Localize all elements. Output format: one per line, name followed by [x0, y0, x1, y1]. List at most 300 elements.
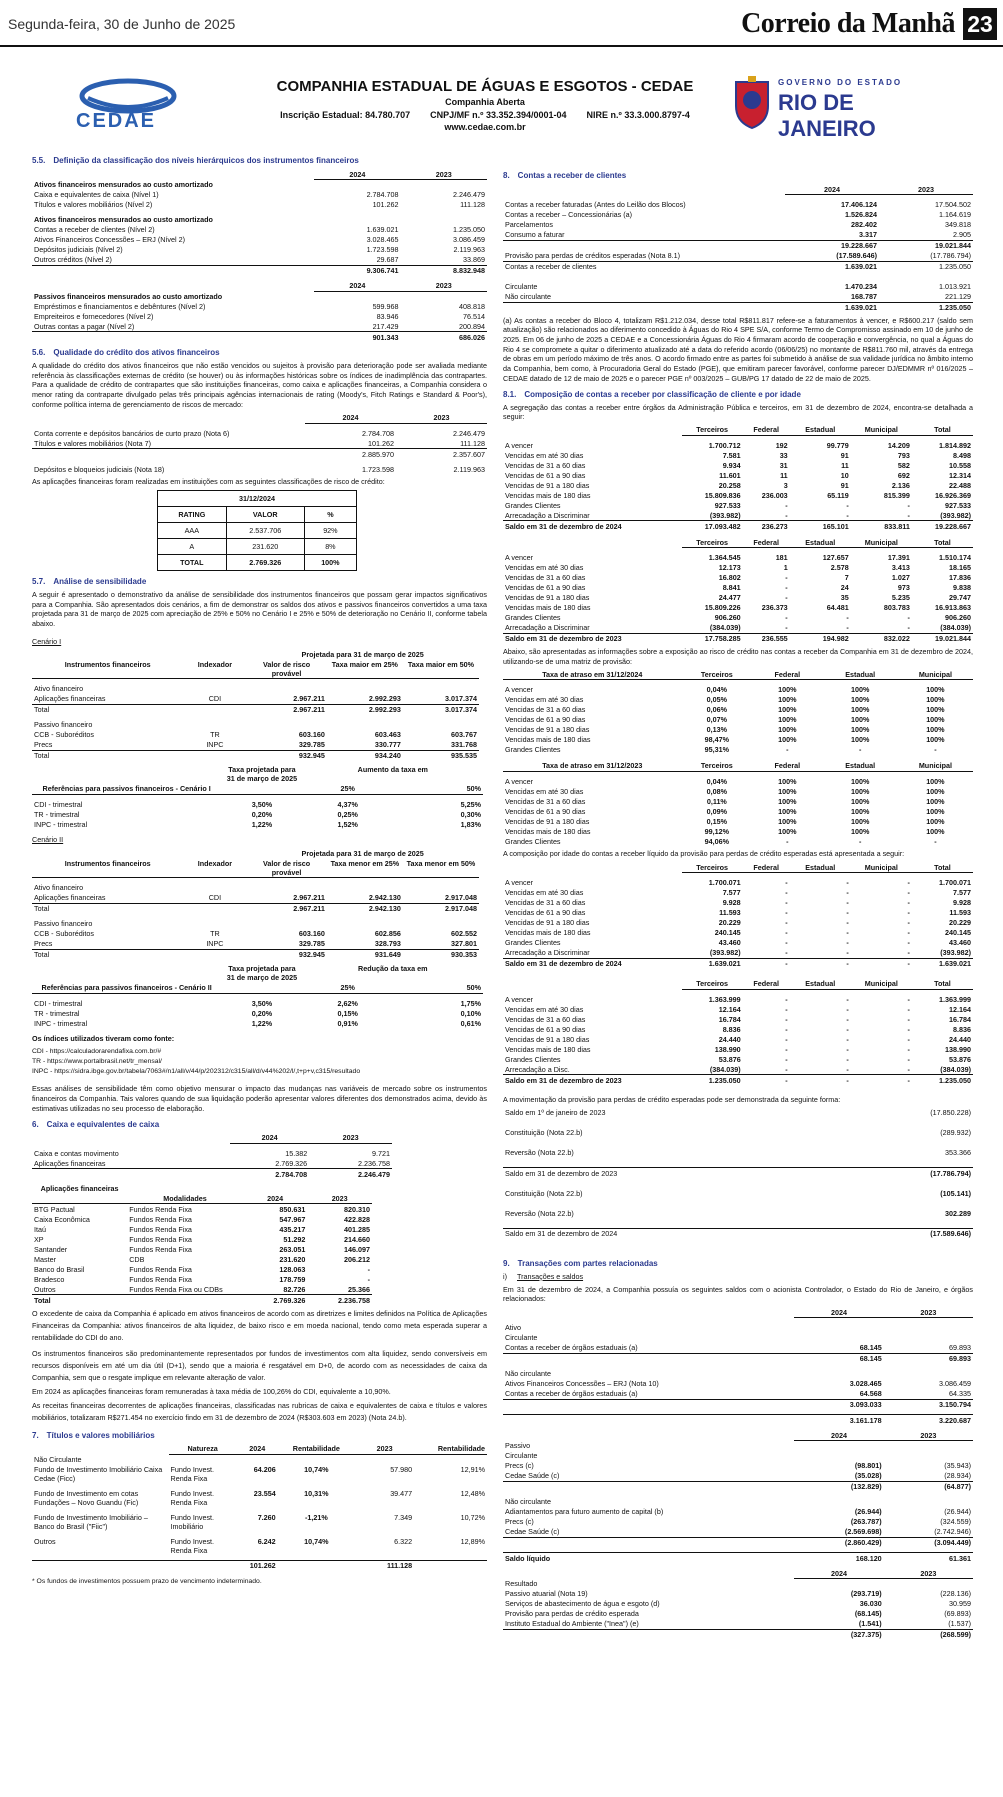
table-cell: 2024: [794, 1568, 883, 1579]
table-cell: Terceiros: [682, 862, 743, 873]
table-cell: (327.375): [794, 1629, 883, 1640]
table-cell: INPC - trimestral: [34, 1018, 88, 1028]
table-cell: 61.361: [884, 1553, 973, 1564]
table-cell: Vencidas de 31 a 60 dias: [505, 796, 586, 806]
table-cell: 19.021.844: [879, 240, 973, 251]
table-cell: [183, 848, 246, 858]
table-cell: Não circulante: [505, 1497, 551, 1506]
table-row: [32, 1018, 487, 1028]
table-cell: (68.145): [854, 1609, 882, 1618]
table-row: [503, 633, 973, 644]
table-cell: 3.086.459: [939, 1379, 971, 1388]
table-cell: 692: [897, 470, 910, 480]
table-cell: -: [846, 938, 849, 948]
table-cell: Fundos Renda Fixa: [129, 1274, 192, 1284]
table-cell: 99.779: [826, 440, 849, 450]
table-cell: 9.838: [953, 583, 971, 593]
table-cell: (324.559): [940, 1517, 971, 1526]
table-cell: 8.836: [953, 1024, 971, 1034]
table-row: [32, 180, 487, 190]
table-row: [503, 1168, 973, 1179]
table-cell: -: [846, 613, 849, 623]
table-cell: Fundo Invest. Renda Fixa: [170, 1536, 215, 1555]
table-cell: 231.620: [279, 1254, 306, 1264]
table-row: [503, 1461, 973, 1471]
table-cell: (28.934): [944, 1471, 971, 1480]
table-row: [32, 1204, 372, 1215]
table-cell: 4,37%: [337, 799, 358, 809]
table-row: [503, 1517, 973, 1527]
table-cell: Projetada para 31 de março de 2025: [301, 649, 424, 659]
table-cell: [32, 265, 314, 276]
table-cell: Títulos e valores mobiliários (Nota 7): [34, 438, 152, 448]
table-cell: Ativos Financeiros Concessões – ERJ (Nível 2): [34, 235, 185, 244]
table-cell: Federal: [752, 761, 823, 772]
table-cell: 18.165: [949, 563, 971, 573]
table-cell: [327, 919, 403, 929]
table-cell: 138.990: [945, 1044, 971, 1054]
ie-number: Inscrição Estadual: 84.780.707: [280, 110, 411, 120]
table-cell: Caixa Econômica: [34, 1214, 90, 1224]
table-cell: Saldo em 31 de dezembro de 2023: [503, 633, 682, 644]
table-row: [503, 1497, 973, 1507]
table-cell: 330.777: [374, 740, 401, 750]
table-cell: [884, 1441, 973, 1451]
table-cell: Vencidas de 31 a 60 dias: [505, 573, 586, 583]
table-cell: 793: [897, 450, 910, 460]
table-row: [32, 1169, 392, 1180]
table-cell: Vencidas em até 30 dias: [505, 695, 584, 705]
table-cell: Ativo: [505, 1323, 521, 1332]
table-cell: 7.577: [953, 888, 971, 898]
table-cell: 91: [840, 450, 849, 460]
table-cell: [237, 1454, 278, 1464]
table-cell: Master: [34, 1254, 56, 1264]
table-cell: A vencer: [505, 994, 533, 1004]
table-cell: 236.555: [743, 633, 790, 644]
table-cell: Constituição (Nota 22.b): [505, 1188, 583, 1198]
table-cell: 17.836: [949, 573, 971, 583]
table-cell: 100%: [926, 806, 945, 816]
table-cell: (393.982): [940, 510, 971, 520]
table-row: [32, 428, 487, 438]
table-cell: [414, 1454, 487, 1464]
table-cell: 16.926.369: [935, 490, 971, 500]
table-cell: [884, 1497, 973, 1507]
table-cell: 236.273: [743, 521, 790, 532]
table-row: [503, 806, 973, 816]
aging-2024-table: [503, 425, 973, 532]
table-row: [503, 1430, 973, 1441]
table-cell: Fundo Invest. Renda Fixa: [170, 1464, 215, 1483]
table-cell: [127, 1183, 243, 1193]
table-cell: 100%: [926, 715, 945, 725]
table-row: [503, 500, 973, 510]
table-cell: (69.893): [944, 1609, 971, 1618]
table-cell: Vencidas de 31 a 60 dias: [505, 705, 586, 715]
table-row: [158, 506, 357, 522]
table-cell: Valor de risco provável: [246, 659, 326, 679]
table-cell: 0,25%: [337, 809, 358, 819]
table-cell: 1.700.071: [708, 878, 741, 888]
table-cell: -: [785, 908, 788, 918]
table-cell: 2.784.708: [366, 190, 399, 199]
table-cell: [221, 784, 302, 795]
table-cell: 2.119.963: [453, 245, 485, 254]
table-cell: [327, 720, 403, 730]
table-cell: (1.541): [858, 1619, 882, 1628]
table-cell: 20.258: [718, 480, 741, 490]
table-cell: 0,08%: [706, 786, 728, 796]
sensitivity-note: Essas análises de sensibilidade têm como objetivo mensurar o impacto das mudanças nas variáveis de mercado sobre os instrumentos financeiros da Companhia. Tais valores quando de sua liquidação poderão apresentar valores diferentes dos demonstrados acima, devido às estimativas utilizadas no seu processo de elaboração.: [32, 1084, 487, 1113]
table-cell: -: [785, 613, 788, 623]
table-cell: Fundos Renda Fixa: [129, 1264, 192, 1274]
table-cell: [503, 1481, 794, 1492]
table-cell: [414, 1560, 487, 1571]
table-cell: -: [785, 928, 788, 938]
table-cell: [32, 649, 183, 659]
table-row: [503, 948, 973, 959]
table-cell: 100%: [778, 796, 797, 806]
table-cell: 33: [779, 450, 788, 460]
table-cell: Instrumentos financeiros: [32, 659, 183, 679]
table-row: [503, 745, 973, 755]
table-row: [32, 190, 487, 200]
table-cell: -: [846, 948, 849, 958]
table-row: [503, 1451, 973, 1461]
table-cell: 43.460: [949, 938, 971, 948]
table-cell: Total: [32, 903, 183, 914]
table-cell: Total: [912, 425, 973, 436]
table-cell: 2.992.293: [327, 704, 403, 715]
table-cell: (17.786.794): [879, 251, 973, 262]
table-cell: Fundos Renda Fixa: [129, 1224, 192, 1234]
table-cell: Saldo em 31 de dezembro de 2024: [503, 958, 682, 969]
source-cdi: CDI - https://calculadorarendafixa.com.br/#: [32, 1047, 162, 1055]
table-row: [32, 225, 487, 235]
provision-movement-text: A movimentação da provisão para perdas de crédito esperadas pode ser demonstrada da seguinte forma:: [503, 1095, 841, 1105]
cash-text-2: Os instrumentos financeiros são predominantemente representados por fundos de investimentos com alta liquidez, sendo conversíveis em recursos disponíveis em até um dia útil (D+1), sendo que a maioria é resgatável em D+0, de acordo com as necessidades de caixa da Companhia, sem que o resgate implique em relevante alteração de valor.: [32, 1348, 487, 1383]
table-cell: 2.357.607: [396, 449, 487, 460]
table-cell: Estadual: [790, 862, 851, 873]
table-cell: Vencidas de 31 a 60 dias: [505, 460, 586, 470]
table-cell: 2.905: [953, 230, 971, 239]
table-cell: 8.841: [722, 583, 741, 593]
table-row: [503, 786, 973, 796]
table-cell: [884, 1369, 973, 1379]
table-cell: [327, 883, 403, 893]
table-cell: VALOR: [226, 506, 304, 522]
table-cell: 12.314: [949, 470, 971, 480]
table-cell: 128.063: [279, 1264, 306, 1274]
table-row: [503, 908, 973, 918]
table-cell: (393.982): [709, 510, 741, 520]
table-row: [32, 649, 487, 659]
table-cell: (384.039): [940, 1064, 971, 1074]
table-row: [503, 1148, 973, 1158]
table-cell: 2.917.048: [403, 903, 479, 914]
table-cell: -: [846, 928, 849, 938]
table-cell: 901.343: [314, 332, 400, 343]
table-cell: Santander: [34, 1244, 68, 1254]
table-cell: [183, 720, 246, 730]
table-cell: 0,06%: [706, 705, 728, 715]
table-cell: Taxa de atraso em 31/12/2024: [503, 669, 682, 680]
table-cell: Outras contas a pagar (Nível 2): [34, 321, 135, 331]
table-cell: 24.477: [718, 593, 741, 603]
table-cell: -: [785, 1054, 788, 1064]
table-cell: -: [846, 1014, 849, 1024]
table-cell: [127, 1295, 243, 1306]
table-cell: Terceiros: [682, 537, 743, 548]
table-cell: 9.934: [722, 460, 741, 470]
table-cell: Vencidas em até 30 dias: [505, 1004, 584, 1014]
table-cell: Empreiteiros e fornecedores (Nível 2): [34, 311, 154, 321]
table-row: [503, 200, 973, 210]
table-cell: [32, 964, 221, 983]
table-cell: [401, 215, 487, 225]
table-row: [503, 292, 973, 303]
table-cell: 0,15%: [706, 816, 728, 826]
table-cell: -: [846, 1034, 849, 1044]
table-row: [32, 413, 487, 424]
table-cell: 24.440: [718, 1034, 741, 1044]
section-8-title: 8. Contas a receber de clientes: [503, 171, 627, 180]
government-logo: [730, 76, 950, 141]
table-cell: Cedae Saúde (c): [505, 1471, 560, 1480]
table-cell: [794, 1441, 883, 1451]
table-row: [32, 1183, 372, 1193]
table-cell: 100%: [850, 826, 870, 836]
table-cell: (26.944): [854, 1507, 882, 1516]
table-cell: -: [907, 898, 910, 908]
table-cell: [483, 964, 487, 983]
table-cell: 2.885.970: [305, 449, 396, 460]
section-7-title: 7. Títulos e valores mobiliários: [32, 1430, 155, 1440]
table-cell: Fundos Renda Fixa ou CDBs: [129, 1284, 223, 1294]
table-row: [503, 898, 973, 908]
table-cell: 111.128: [460, 438, 485, 448]
table-cell: 935.535: [403, 750, 479, 761]
table-cell: -: [907, 1064, 910, 1074]
table-cell: 2.578: [830, 563, 849, 573]
table-row: [32, 1464, 487, 1483]
table-row: [503, 715, 973, 725]
table-row: [503, 282, 973, 292]
table-cell: Vencidas em até 30 dias: [505, 786, 584, 796]
table-cell: 2023: [884, 1430, 973, 1441]
table-row: [503, 563, 973, 573]
table-row: [32, 1133, 392, 1144]
section-8-1-title: 8.1. Composição de contas a receber por classificação de cliente e por idade: [503, 389, 801, 399]
receivables-note: (a) As contas a receber do Bloco 4, totalizam R$1.212.034, desse total R$811.817 refere-se a faturamentos à vencer, e R$600.217 (saldo sem atualização) são relacionados ao diferimento concedido à Águas do Rio 4 SPE S/A, conforme Termo de Compromisso assinado em 10 de junho de 2025. Em 06 de junho de 2025 a CEDAE e a Concessionária Águas do Rio 4 firmaram acordo de cooperação e convergência, no qual a Águas do Rio 4 se compromete a quitar o diferimento atualizado até a data do referido acordo (06/06/25) no montante de R$811.760 mil, através da entrega de obras em um período máximo de três anos. O acordo firmado entre as partes foi submetido à análise de sua validade jurídica no âmbito interno da Companhia, bem como, à Procuradoria Geral do Estado (PGE), que emitiram parecer favorável, conforme parecer DJ/EDMMR nº 016/2025 – CEDAE datado de 12 de maio de 2025 e o parecer PGE nº 003/2025 – GUB/PG 17 datado de 22 de maio de 2025.: [503, 315, 973, 383]
table-cell: 100%: [778, 685, 797, 695]
table-cell: 0,05%: [706, 695, 728, 705]
table-cell: 422.828: [344, 1214, 370, 1224]
table-cell: 9.928: [722, 898, 741, 908]
table-row: [503, 705, 973, 715]
table-cell: [169, 1560, 237, 1571]
table-cell: 2.917.048: [445, 893, 477, 903]
table-row: [32, 1284, 372, 1295]
table-cell: INPC: [206, 939, 224, 949]
table-cell: Saldo líquido: [503, 1553, 794, 1564]
credit-quality-table: [32, 413, 487, 475]
credit-quality-text: A qualidade do crédito dos ativos financeiros que não estão vencidos ou sujeitos à provisão para deterioração pode ser avaliada mediante referência às classificações externas de crédito (se houver) ou às informações históricas sobre os índices de inadimplência das contrapartes. Para a qualidade de crédito de contrapartes que são instituições financeiras, como caixa e aplicações financeiras, a Companhia considera o menor rating da contraparte divulgado pelas três principais agências internacionais de rating (Moody's, Fitch Ratings e Standard & Poor's), conforme política interna de gerenciamento de riscos de mercado:: [32, 361, 487, 409]
table-cell: Vencidas de 61 a 90 dias: [505, 583, 586, 593]
table-cell: 329.785: [298, 939, 325, 949]
table-cell: 10,72%: [460, 1512, 485, 1522]
table-cell: Passivo: [505, 1441, 531, 1450]
table-cell: Ativo financeiro: [34, 883, 84, 893]
table-row: [503, 1415, 973, 1426]
table-row: [32, 1158, 392, 1169]
table-cell: Ativos Financeiros Concessões – ERJ (Nota 10): [505, 1379, 659, 1388]
page-number: 23: [963, 8, 997, 40]
table-cell: 100%: [926, 816, 945, 826]
table-cell: 1.723.598: [362, 464, 394, 474]
table-cell: -: [907, 500, 910, 510]
table-cell: -: [907, 994, 910, 1004]
related-parties-text: Em 31 de dezembro de 2024, a Companhia possuía os seguintes saldos com o acionista Controlador, o Estado do Rio de Janeiro, e órgãos relacionados:: [503, 1284, 973, 1304]
table-cell: Vencidas mais de 180 dias: [505, 603, 591, 613]
table-cell: 2.246.479: [453, 190, 485, 199]
spacer-row: [503, 1244, 973, 1249]
table-row: [503, 440, 973, 450]
table-cell: -: [786, 745, 789, 755]
table-cell: 3.093.033: [794, 1399, 883, 1410]
table-cell: 100%: [850, 786, 870, 796]
table-cell: 1.639.021: [912, 958, 973, 969]
table-cell: TR: [210, 730, 220, 740]
table-cell: 12,48%: [460, 1488, 485, 1498]
table-cell: 100%: [850, 685, 870, 695]
table-row: [503, 685, 973, 695]
table-row: [32, 1008, 487, 1018]
table-cell: 100%: [926, 705, 945, 715]
table-cell: Vencidas mais de 180 dias: [505, 928, 591, 938]
table-cell: A vencer: [505, 440, 533, 450]
table-cell: 7: [844, 573, 849, 583]
table-row: [32, 438, 487, 449]
table-cell: 31: [779, 460, 788, 470]
table-cell: Taxa menor em 25%: [327, 858, 403, 878]
table-cell: 2024: [314, 281, 400, 292]
table-cell: 1.814.892: [939, 440, 971, 450]
cnpj-number: CNPJ/MF n.º 33.352.394/0001-04: [430, 110, 567, 120]
table-cell: 101.262: [368, 438, 394, 448]
table-cell: 603.463: [374, 730, 401, 740]
table-cell: -: [907, 948, 910, 958]
table-cell: 2023: [309, 1133, 392, 1144]
table-cell: Ativos financeiros mensurados ao custo amortizado: [34, 215, 213, 224]
table-cell: 2.784.708: [362, 428, 394, 438]
table-row: [503, 1188, 973, 1198]
table-row: [503, 1323, 973, 1333]
table-cell: 1.164.619: [939, 210, 971, 219]
table-cell: 2024: [237, 1444, 278, 1455]
table-cell: -: [785, 623, 788, 633]
table-cell: Arrecadação a Discriminar: [505, 948, 590, 958]
table-cell: -: [907, 613, 910, 623]
table-cell: 3,50%: [251, 998, 273, 1008]
table-cell: [483, 848, 487, 858]
table-cell: 820.310: [344, 1204, 370, 1214]
table-cell: 603.160: [298, 730, 325, 740]
table-cell: 111.128: [460, 200, 485, 209]
table-cell: [183, 704, 246, 715]
table-cell: [884, 1451, 973, 1461]
table-cell: -: [785, 888, 788, 898]
table-cell: [503, 537, 682, 548]
investments-table: [32, 1183, 372, 1305]
table-cell: Grandes Clientes: [505, 500, 561, 510]
table-cell: [794, 1333, 883, 1343]
table-cell: [503, 862, 682, 873]
table-row: [32, 919, 487, 929]
table-cell: 602.856: [374, 929, 401, 939]
table-cell: (105.141): [940, 1188, 971, 1198]
table-row: [503, 1609, 973, 1619]
table-row: [503, 1481, 973, 1492]
table-cell: Estadual: [790, 425, 851, 436]
table-row: [503, 979, 973, 990]
table-row: [503, 1553, 973, 1564]
table-cell: 0,20%: [251, 809, 273, 819]
table-cell: [884, 1579, 973, 1589]
table-cell: -: [907, 1044, 910, 1054]
table-cell: Fundo de Investimento Imobiliário – Banco do Brasil ("Fiic"): [34, 1512, 148, 1531]
table-cell: 3.017.374: [403, 704, 479, 715]
table-cell: 100%: [850, 725, 870, 735]
table-cell: Reversão (Nota 22.b): [505, 1208, 574, 1218]
table-cell: 0,10%: [460, 1008, 481, 1018]
table-cell: -1,21%: [304, 1512, 328, 1522]
table-cell: [183, 949, 246, 960]
cash-table: [32, 1133, 392, 1180]
table-cell: [32, 281, 314, 292]
table-cell: 302.289: [945, 1208, 971, 1218]
table-cell: Contas a receber – Concessionárias (a): [505, 210, 633, 219]
table-cell: Grandes Clientes: [505, 836, 561, 846]
table-cell: [401, 180, 487, 190]
table-cell: 194.982: [790, 633, 851, 644]
table-cell: 3.017.374: [445, 694, 477, 704]
table-cell: 2.236.758: [358, 1158, 390, 1168]
table-cell: Indexador: [183, 659, 246, 679]
table-cell: 850.631: [279, 1204, 306, 1214]
table-cell: [503, 1537, 794, 1548]
table-cell: 2.769.326: [226, 554, 304, 570]
table-cell: Total: [32, 750, 183, 761]
table-cell: 3.161.178: [794, 1415, 883, 1426]
table-cell: 2023: [355, 1444, 414, 1455]
table-cell: [169, 1454, 237, 1464]
table-cell: Saldo em 31 de dezembro de 2023: [503, 1168, 879, 1179]
table-cell: 1.526.824: [845, 210, 877, 219]
table-cell: 0,91%: [337, 1018, 358, 1028]
table-cell: 217.429: [372, 321, 399, 331]
table-cell: 100%: [778, 735, 797, 745]
table-cell: Referências para passivos financeiros - Cenário I: [32, 784, 221, 795]
table-cell: 603.767: [451, 730, 477, 740]
table-row: [32, 704, 487, 715]
table-cell: 100%: [778, 826, 797, 836]
table-row: [503, 1075, 973, 1086]
table-cell: 2024: [794, 1430, 883, 1441]
table-row: [503, 1064, 973, 1075]
table-row: [32, 1193, 372, 1204]
